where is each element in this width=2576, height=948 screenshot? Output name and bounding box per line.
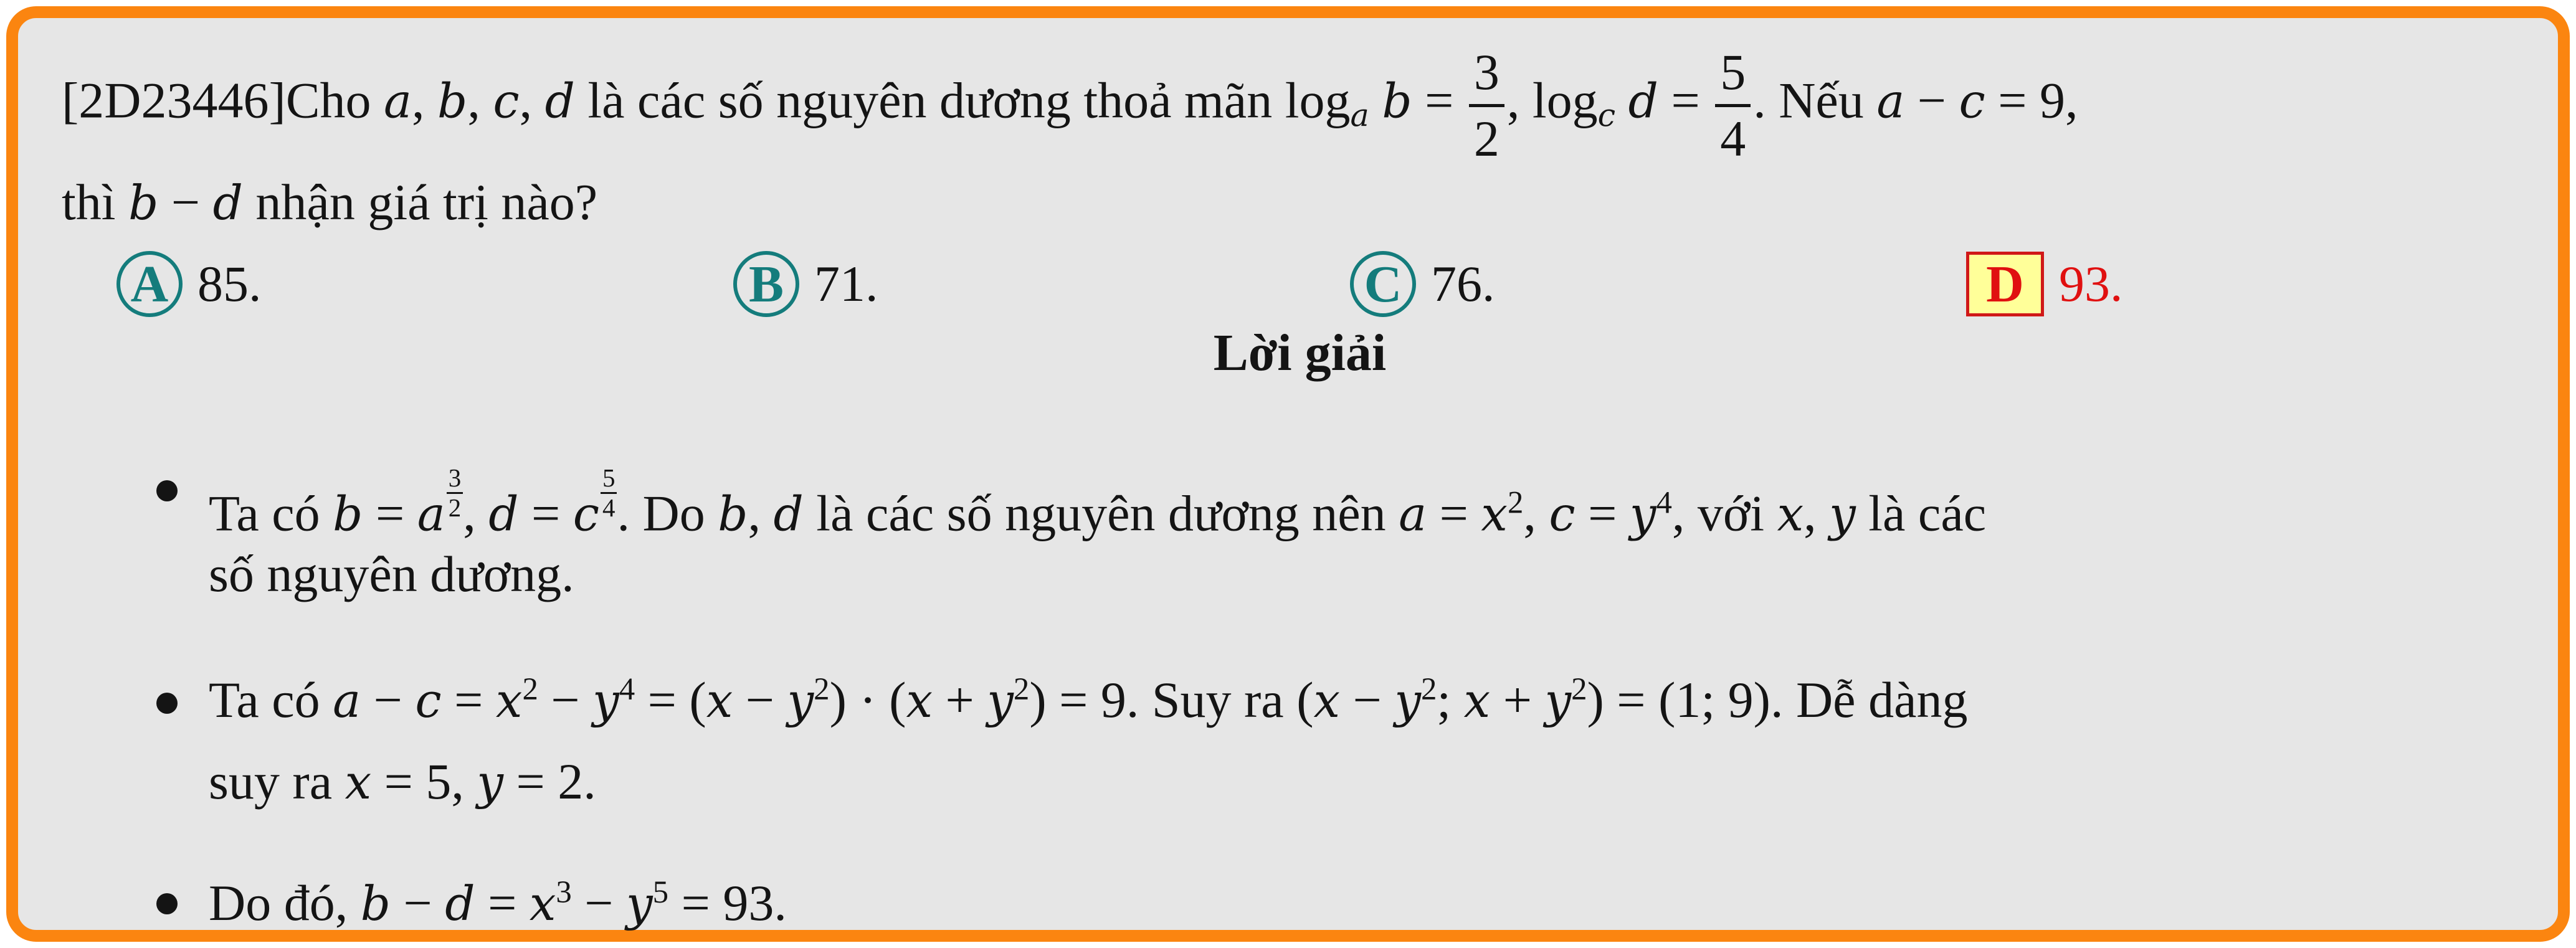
choice-a[interactable]: [116, 244, 262, 325]
choice-b-value: 71.: [814, 255, 878, 312]
choice-b-label: B: [733, 251, 799, 317]
solution-step-3: Do đó, $b - d = x^3 - y^5 = 93$.: [209, 874, 787, 931]
question-line-1: [2D23446]Cho a, b, c, d là các số nguyên dương thoả mãn $\log_a b$ = $\frac{3}{2}$ , $\log_c d$ = $\frac{5}{4}$ . Nếu a − c = 9,: [62, 44, 2078, 167]
question-id: [2D23446]: [62, 72, 286, 129]
solution-step-1-line-1: Ta có b = a $\frac{3}{2}$ , d = c $\frac{5}{4}$ . Do b, d là các số nguyên dương nên $a = x^2$, $c = y^4$, với x, y là các: [209, 463, 1987, 542]
choice-c-label: C: [1350, 251, 1416, 317]
solution-step-2-line-2: suy ra x = 5, y = 2.: [209, 753, 596, 810]
bullet-icon: [156, 480, 178, 501]
choice-d[interactable]: [1966, 244, 2123, 325]
choice-c-value: 76.: [1431, 255, 1495, 312]
question-cho: Cho: [285, 72, 371, 129]
bullet-icon: [156, 893, 178, 914]
choice-d-value: 93.: [2059, 255, 2123, 312]
fraction-5-4: $\frac{5}{4}$: [1715, 47, 1751, 164]
solution-step-2-line-1: Ta có $a - c = x^2 - y^4 = (x - y^2) \cdot (x + y^2) = 9$. Suy ra ($x - y^2$; $x + y^2) = (1$; 9). Dễ dàng: [209, 671, 1968, 728]
choice-b[interactable]: [733, 244, 878, 325]
bullet-icon: [156, 693, 178, 714]
question-line-2: thì b − d nhận giá trị nào?: [62, 174, 598, 230]
choice-a-value: 85.: [197, 255, 262, 312]
choice-a-label: A: [116, 251, 183, 317]
choice-d-label: D: [1966, 252, 2044, 316]
question-card: [6, 6, 2570, 942]
question-text-condition: là các số nguyên dương thoả mãn: [587, 72, 1273, 129]
choice-c[interactable]: [1350, 244, 1495, 325]
question-prompt: nhận giá trị nào?: [255, 174, 598, 230]
solution-heading: Lời giải: [1213, 324, 1387, 382]
solution-step-1-line-2: số nguyên dương.: [209, 546, 574, 602]
fraction-3-2: $\frac{3}{2}$: [1469, 47, 1504, 164]
